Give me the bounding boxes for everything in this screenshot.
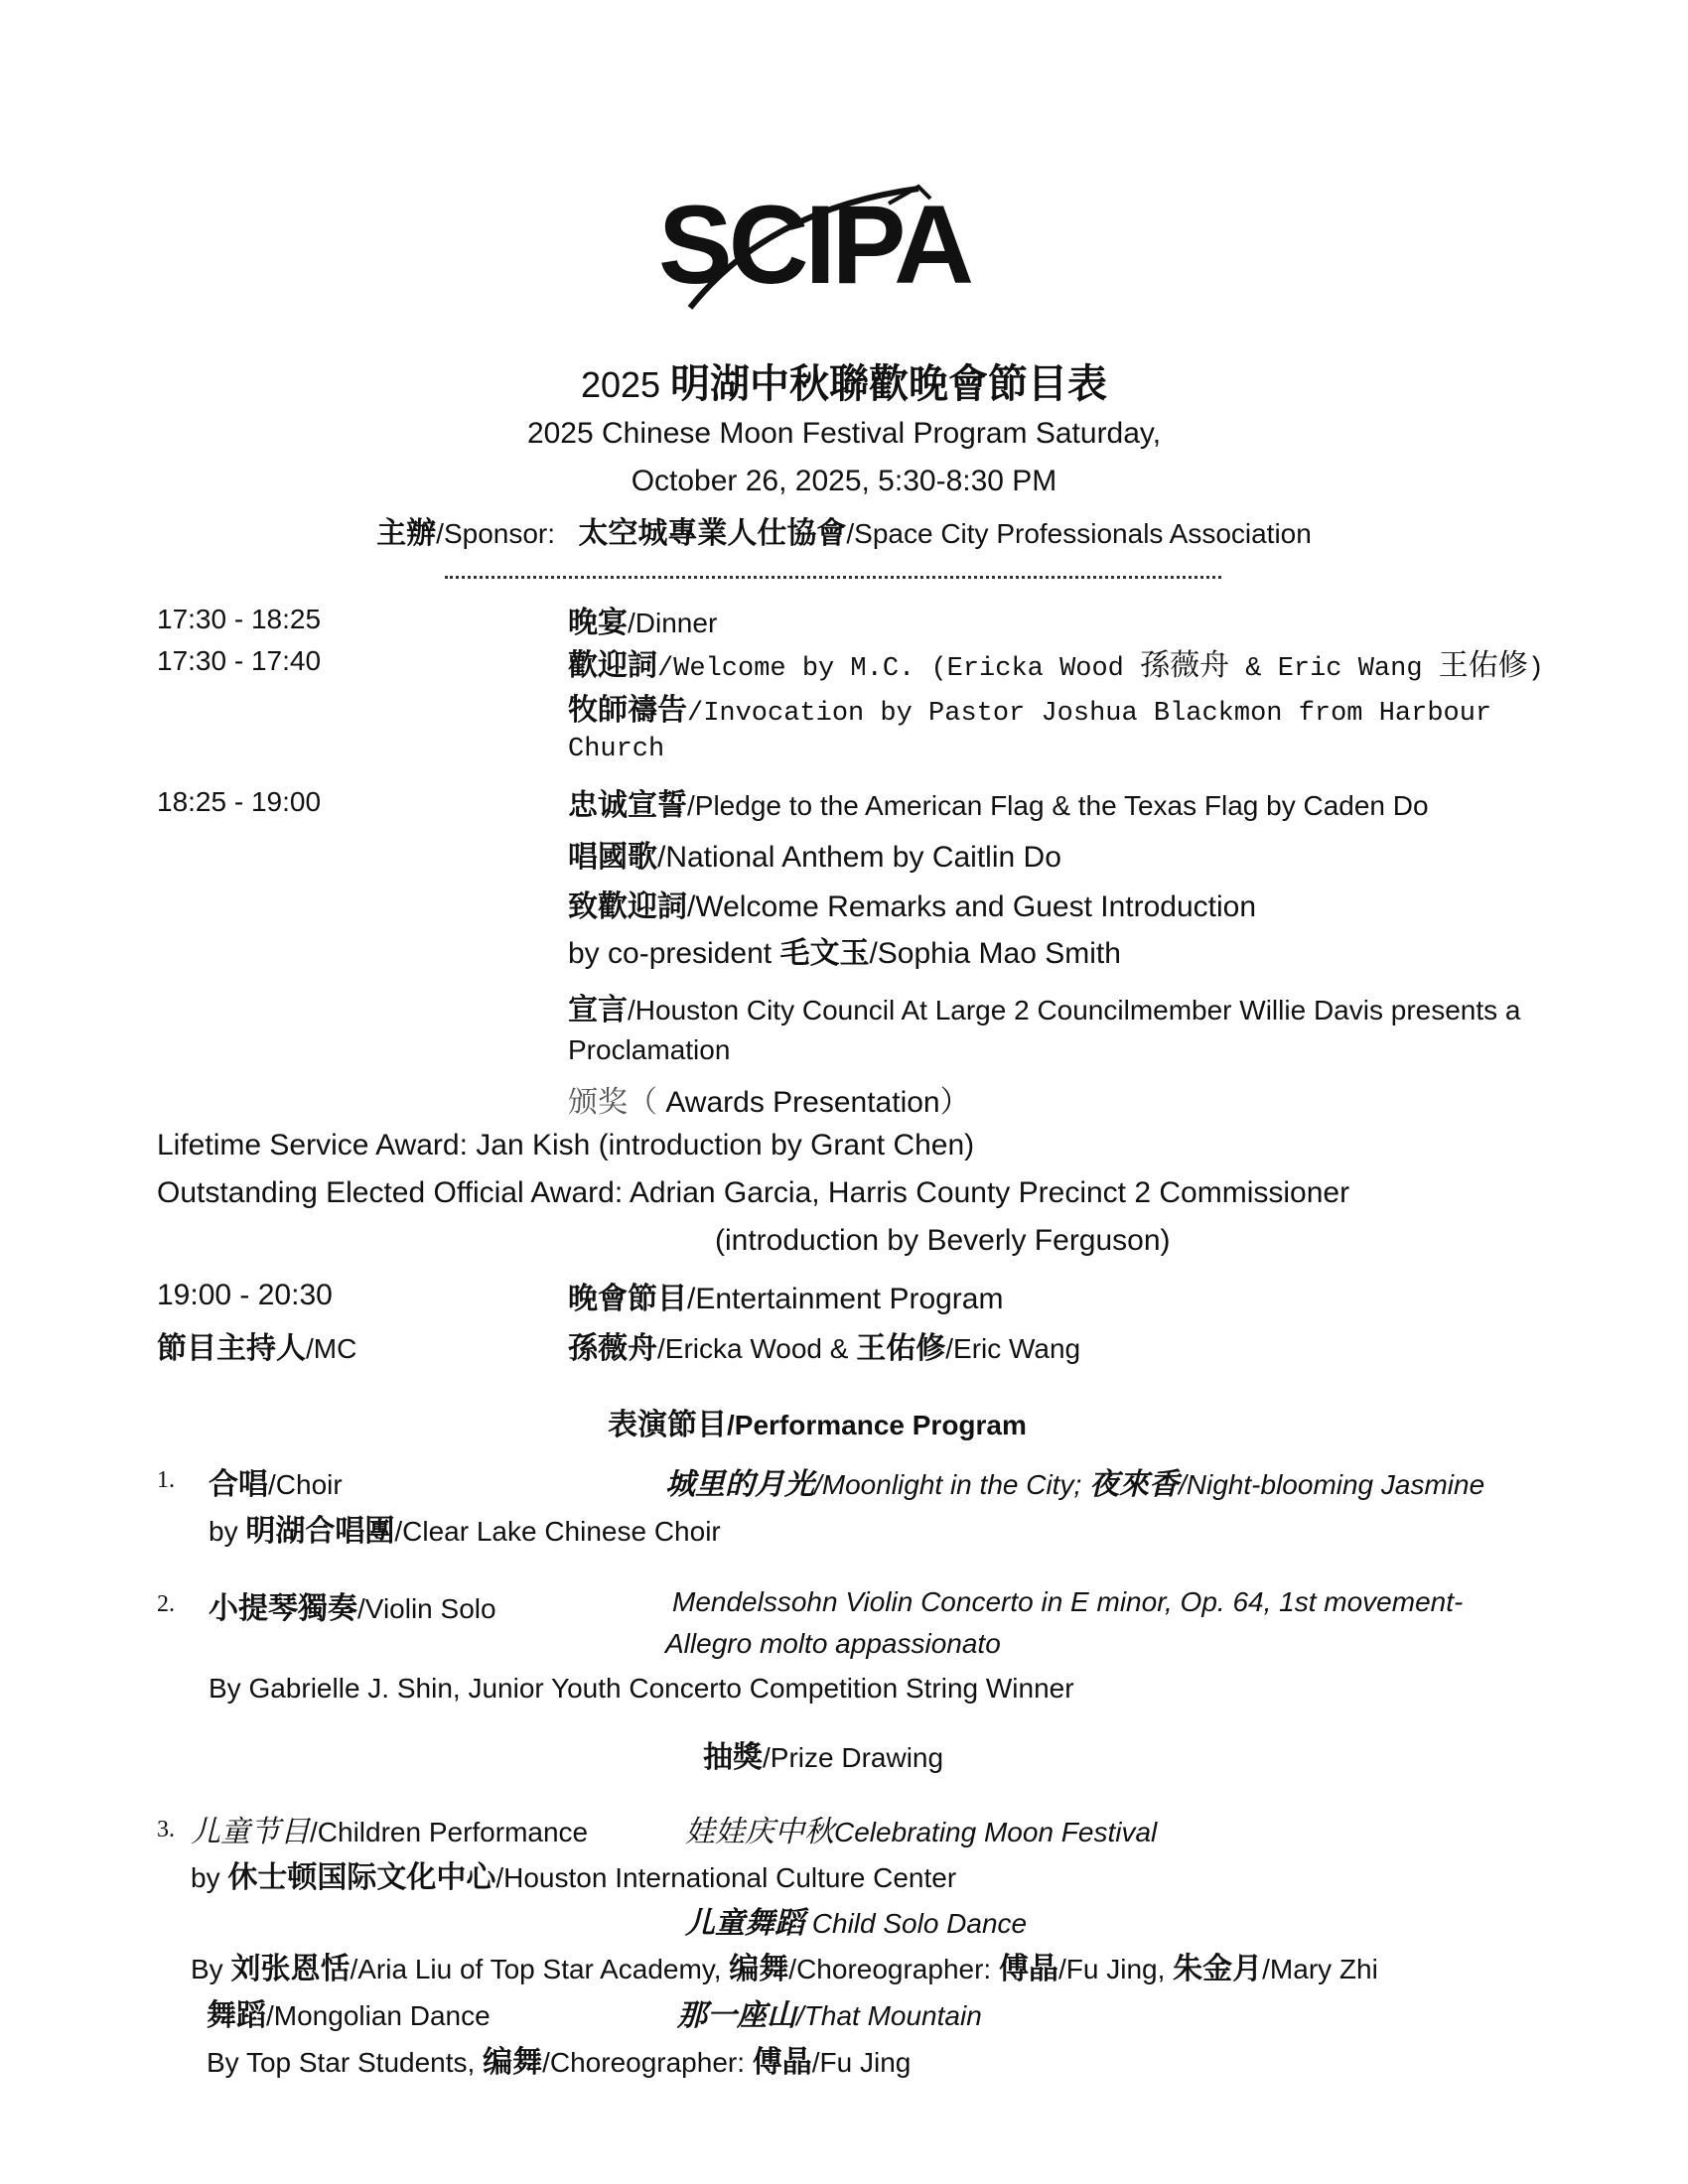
prize-en: /Prize Drawing: [763, 1742, 944, 1773]
proclamation-line2: Proclamation: [568, 1034, 731, 1065]
sponsor-line: [0, 508, 1688, 552]
item1-by-zh: 明湖合唱團: [245, 1514, 395, 1549]
sponsor-en: /Sponsor:: [436, 518, 556, 549]
item3-piece-en: Celebrating Moon Festival: [834, 1817, 1158, 1847]
sponsor-org-zh: 太空城專業人仕協會: [578, 516, 847, 551]
remarks-line2-zh: 毛文玉: [779, 936, 870, 971]
pledge-time: 18:25 - 19:00: [157, 786, 322, 817]
dinner-time: 17:30 - 18:25: [157, 604, 322, 634]
proclamation-item: [568, 985, 1521, 1028]
pledge-zh: 忠诚宣誓: [568, 788, 687, 823]
official-award-intro: (introduction by Beverly Ferguson): [715, 1224, 1171, 1257]
sponsor-zh: 主辦: [376, 516, 437, 551]
mc-names: [568, 1323, 1080, 1367]
welcome-name1-zh: 孫薇舟: [1140, 648, 1230, 683]
item3-students-zh2: 傅晶: [752, 2045, 812, 2080]
item3-piece-zh: 娃娃庆中秋: [685, 1815, 834, 1849]
item3-solo-by-en: By: [191, 1954, 231, 1984]
mc-label: [157, 1323, 356, 1367]
item3-by-en2: /Houston International Culture Center: [495, 1862, 957, 1893]
remarks-zh: 致歡迎詞: [568, 889, 687, 924]
item3-solo-en: Child Solo Dance: [804, 1908, 1028, 1939]
item3-type-en: /Children Performance: [310, 1817, 589, 1847]
item3-solo-by-en3: /Choreographer:: [788, 1954, 999, 1984]
welcome-time: 17:30 - 17:40: [157, 645, 322, 676]
mc-name2-en: /Eric Wang: [945, 1333, 1081, 1364]
awards-item: [568, 1077, 970, 1121]
remarks-line2-en2: /Sophia Mao Smith: [869, 937, 1121, 970]
item2-type: [209, 1583, 496, 1627]
item1-piece-en1: /Moonlight in the City;: [814, 1469, 1090, 1500]
item2-piece-line1: Mendelssohn Violin Concerto in E minor, Op. 64, 1st movement-: [672, 1586, 1464, 1617]
proclamation-en: /Houston City Council At Large 2 Councilmember Willie Davis presents a: [628, 995, 1521, 1025]
item3-students-en3: /Fu Jing: [811, 2047, 912, 2078]
item3-solo-by-zh3: 傅晶: [998, 1952, 1058, 1986]
anthem-zh: 唱國歌: [568, 840, 657, 875]
item3-solo: [685, 1898, 1027, 1942]
item1-number: 1.: [157, 1467, 175, 1493]
item1-type-zh: 合唱: [209, 1467, 268, 1502]
item1-type: [209, 1459, 343, 1503]
mc-label-zh: 節目主持人: [157, 1331, 306, 1366]
title-year: 2025: [580, 364, 661, 405]
item3-students-en2: /Choreographer:: [542, 2047, 753, 2078]
pledge-en: /Pledge to the American Flag & the Texas Flag by Caden Do: [687, 790, 1429, 821]
item1-piece: [665, 1459, 1484, 1503]
dinner-en: /Dinner: [628, 608, 718, 638]
entertainment-en: /Entertainment Program: [687, 1283, 1004, 1315]
page-title: [0, 352, 1688, 409]
item3-solo-by-zh2: 编舞: [729, 1952, 789, 1986]
item2-type-en: /Violin Solo: [357, 1593, 496, 1624]
performance-heading-zh: 表演節目: [608, 1408, 727, 1442]
mc-name1-en: /Ericka Wood &: [657, 1333, 857, 1364]
subtitle-line2: October 26, 2025, 5:30-8:30 PM: [631, 465, 1057, 497]
official-award: Outstanding Elected Official Award: Adrian Garcia, Harris County Precinct 2 Commissioner: [157, 1176, 1350, 1209]
item3-mountain: [677, 1990, 982, 2034]
item1-piece-zh2: 夜來香: [1089, 1467, 1180, 1502]
sponsor-org-en: /Space City Professionals Association: [846, 518, 1312, 549]
item3-mountain-zh: 那一座山: [677, 1998, 796, 2033]
pledge-item: [568, 780, 1429, 824]
item1-by: [209, 1506, 721, 1550]
entertainment-item: [568, 1274, 1003, 1317]
welcome-en-end: ): [1527, 654, 1544, 684]
item1-piece-zh1: 城里的月光: [665, 1467, 814, 1502]
welcome-en: /Welcome by M.C. (Ericka Wood: [657, 654, 1141, 684]
item1-piece-en2: /Night-blooming Jasmine: [1179, 1469, 1485, 1500]
item2-piece-line2: Allegro molto appassionato: [665, 1628, 1001, 1659]
subtitle-line1: 2025 Chinese Moon Festival Program Saturday,: [526, 417, 1162, 450]
mc-name1-zh: 孫薇舟: [568, 1331, 657, 1366]
item3-solo-by-en5: /Mary Zhi: [1262, 1954, 1378, 1984]
awards-zh: 颁奖（: [568, 1085, 657, 1120]
welcome-zh: 歡迎詞: [568, 648, 657, 683]
entertainment-time: 19:00 - 20:30: [157, 1279, 333, 1311]
item3-by-en: by: [191, 1862, 228, 1893]
remarks-line2: [568, 928, 1121, 972]
item3-solo-by: [191, 1944, 1378, 1987]
performance-heading: [608, 1400, 1027, 1443]
item3-solo-by-en4: /Fu Jing,: [1057, 1954, 1174, 1984]
invocation-en: /Invocation by Pastor Joshua Blackmon from Harbour: [687, 699, 1492, 729]
item3-students-en: By Top Star Students,: [207, 2047, 484, 2078]
anthem-en: /National Anthem by Caitlin Do: [657, 841, 1061, 874]
item3-solo-by-zh4: 朱金月: [1173, 1952, 1263, 1986]
item3-type-zh: 儿童节目: [191, 1815, 310, 1849]
lifetime-award: Lifetime Service Award: Jan Kish (introduction by Grant Chen): [157, 1129, 975, 1161]
item3-solo-by-zh: 刘张恩恬: [230, 1952, 351, 1986]
proclamation-zh: 宣言: [568, 993, 628, 1027]
item1-type-en: /Choir: [268, 1469, 343, 1500]
item3-number: 3.: [157, 1817, 175, 1843]
invocation-item: [568, 685, 1491, 729]
item1-by-en2: /Clear Lake Chinese Choir: [394, 1516, 721, 1547]
item1-by-en: by: [209, 1516, 246, 1547]
dinner-zh: 晚宴: [568, 606, 628, 640]
item3-students: [207, 2037, 911, 2081]
item3-solo-by-en2: /Aria Liu of Top Star Academy,: [350, 1954, 730, 1984]
logo-text: SCIPA: [658, 183, 970, 307]
item3-piece: [685, 1807, 1157, 1850]
prize-drawing: [703, 1732, 943, 1776]
item3-type: [191, 1807, 588, 1850]
item3-students-zh: 编舞: [483, 2045, 543, 2080]
item3-mongolian: [207, 1990, 491, 2034]
mc-label-en: /MC: [306, 1333, 357, 1364]
item3-by: [191, 1852, 956, 1896]
dinner-item: [568, 598, 717, 641]
logo: [650, 169, 1048, 333]
welcome-name2-zh: 王佑修: [1438, 648, 1528, 683]
item2-type-zh: 小提琴獨奏: [209, 1591, 357, 1626]
item3-by-zh: 休士顿国际文化中心: [227, 1860, 496, 1895]
scipa-logo-graphic: [650, 169, 1048, 333]
anthem-item: [568, 832, 1061, 876]
mc-name2-zh: 王佑修: [856, 1331, 946, 1366]
item2-by: By Gabrielle J. Shin, Junior Youth Concerto Competition String Winner: [209, 1673, 1074, 1704]
welcome-en-mid: & Eric Wang: [1229, 654, 1439, 684]
performance-heading-en: /Performance Program: [727, 1410, 1027, 1440]
item2-number: 2.: [157, 1591, 175, 1617]
item3-mongol-zh: 舞蹈: [207, 1998, 266, 2033]
item3-mongol-en: /Mongolian Dance: [266, 2000, 491, 2031]
item3-mountain-en: /That Mountain: [796, 2000, 982, 2031]
remarks-item: [568, 882, 1256, 925]
entertainment-zh: 晚會節目: [568, 1282, 687, 1316]
prize-zh: 抽獎: [703, 1740, 763, 1775]
awards-en: Awards Presentation）: [657, 1086, 970, 1119]
remarks-en: /Welcome Remarks and Guest Introduction: [687, 890, 1257, 923]
item3-solo-zh: 儿童舞蹈: [685, 1906, 804, 1941]
dotted-divider: [445, 576, 1221, 579]
title-zh: 明湖中秋聯歡晚會節目表: [670, 361, 1108, 407]
welcome-item: [568, 640, 1544, 684]
invocation-zh: 牧師禱告: [568, 693, 687, 728]
remarks-line2-en: by co-president: [568, 937, 780, 970]
invocation-line2: Church: [568, 735, 665, 764]
